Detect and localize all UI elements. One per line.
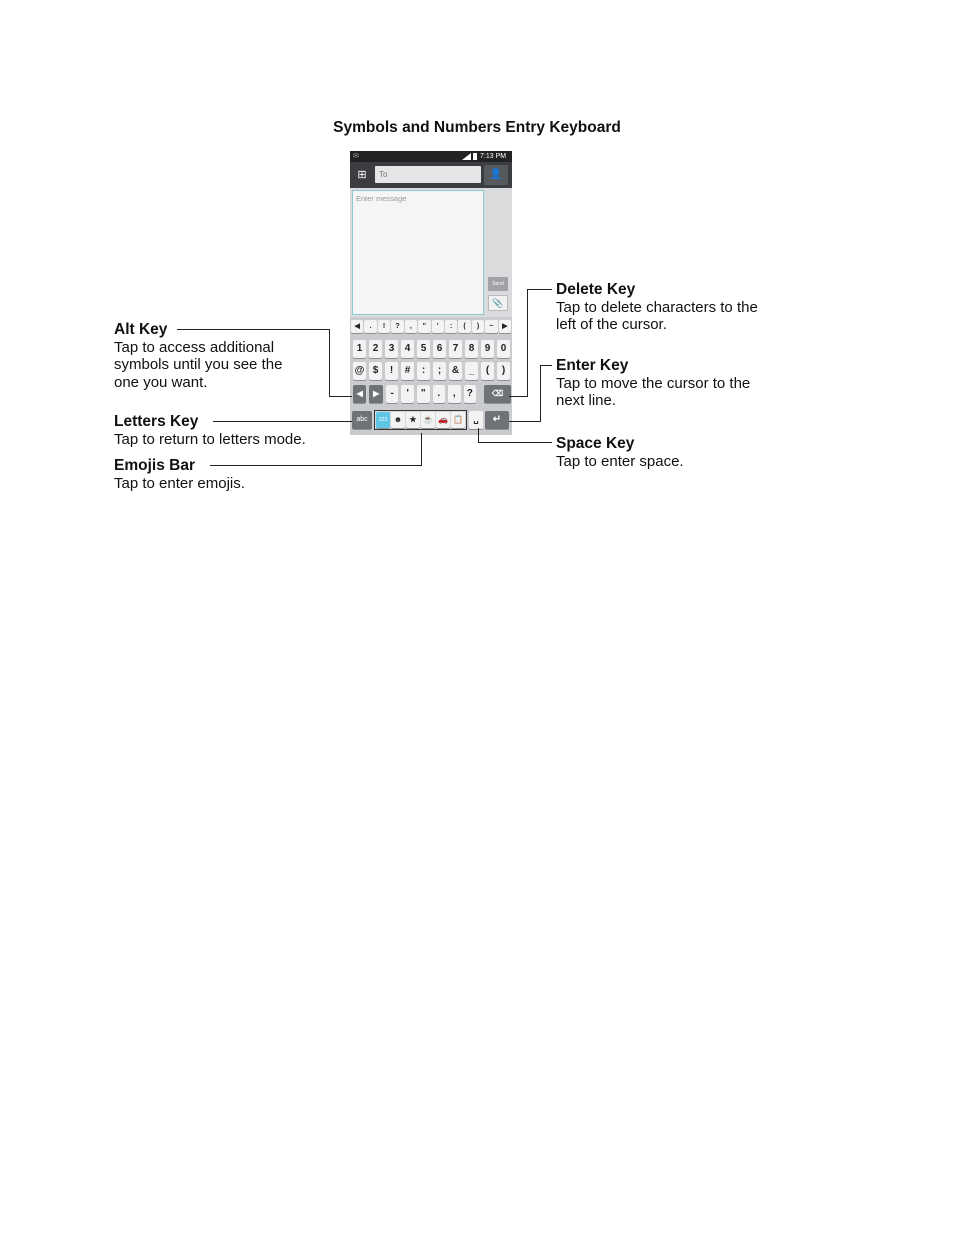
contact-icon[interactable]: 👤 bbox=[484, 165, 508, 185]
key[interactable]: ! bbox=[385, 362, 398, 380]
key[interactable]: . bbox=[433, 385, 446, 403]
alt-key-leader bbox=[329, 396, 352, 397]
alt-key-leader bbox=[177, 329, 330, 330]
key-8[interactable]: 8 bbox=[465, 340, 478, 358]
menu-grid-icon[interactable]: ⊞ bbox=[357, 169, 367, 181]
send-button[interactable]: Send bbox=[488, 277, 508, 291]
enter-key[interactable]: ↵ bbox=[485, 411, 509, 429]
alt-key-title: Alt Key bbox=[114, 321, 168, 338]
cup-icon[interactable]: ☕ bbox=[421, 412, 435, 428]
key[interactable]: ! bbox=[378, 320, 390, 333]
letters-key-callout bbox=[114, 413, 306, 448]
key[interactable]: : bbox=[445, 320, 457, 333]
key-6[interactable]: 6 bbox=[433, 340, 446, 358]
key[interactable]: & bbox=[449, 362, 462, 380]
key-2[interactable]: 2 bbox=[369, 340, 382, 358]
attach-icon[interactable]: 📎 bbox=[488, 295, 508, 311]
key[interactable]: ~ bbox=[485, 320, 497, 333]
smiley-icon[interactable]: ☻ bbox=[391, 412, 405, 428]
key-5[interactable]: 5 bbox=[417, 340, 430, 358]
keyboard bbox=[350, 317, 512, 435]
key-1[interactable]: 1 bbox=[353, 340, 366, 358]
letters-key[interactable]: abc bbox=[352, 411, 372, 429]
recipient-bar bbox=[350, 162, 512, 188]
key[interactable]: - bbox=[386, 385, 399, 403]
key[interactable]: ? bbox=[391, 320, 403, 333]
key[interactable]: ) bbox=[497, 362, 510, 380]
enter-key-leader bbox=[509, 421, 541, 422]
alt-key-callout bbox=[114, 321, 282, 391]
letters-key-leader bbox=[213, 421, 352, 422]
key[interactable]: ' bbox=[432, 320, 444, 333]
delete-key[interactable]: ⌫ bbox=[484, 385, 511, 403]
to-field[interactable]: To bbox=[375, 166, 481, 183]
number-row bbox=[350, 340, 512, 358]
key[interactable]: _ bbox=[465, 362, 478, 380]
emojis-bar-desc-line: Tap to enter emojis. bbox=[114, 474, 245, 492]
enter-key-desc-line: next line. bbox=[556, 392, 617, 409]
letters-key-desc-line: Tap to return to letters mode. bbox=[114, 430, 306, 448]
emoji-tab-numbers[interactable]: 123 bbox=[376, 412, 390, 428]
alt-left-key[interactable]: ◀ bbox=[353, 385, 366, 403]
key[interactable]: ? bbox=[464, 385, 477, 403]
punctuation-row-1 bbox=[350, 362, 512, 380]
key[interactable]: " bbox=[417, 385, 430, 403]
key[interactable]: ▶ bbox=[499, 320, 511, 333]
key[interactable]: " bbox=[418, 320, 430, 333]
space-key-leader bbox=[478, 442, 552, 443]
key[interactable]: ) bbox=[472, 320, 484, 333]
alt-key-leader bbox=[329, 329, 330, 397]
space-key-desc-line: Tap to enter space. bbox=[556, 452, 684, 470]
key-7[interactable]: 7 bbox=[449, 340, 462, 358]
space-key-callout bbox=[556, 435, 684, 470]
signal-icon bbox=[462, 153, 471, 160]
alt-key-desc-line: symbols until you see the bbox=[114, 356, 283, 373]
alt-key-desc-line: one you want. bbox=[114, 373, 208, 391]
status-bar bbox=[350, 151, 512, 162]
key[interactable]: ( bbox=[458, 320, 470, 333]
delete-key-desc-line: Tap to delete characters to the bbox=[556, 298, 758, 316]
emojis-bar bbox=[374, 410, 467, 430]
key[interactable]: # bbox=[401, 362, 414, 380]
battery-icon bbox=[473, 153, 477, 160]
key-0[interactable]: 0 bbox=[497, 340, 510, 358]
key-3[interactable]: 3 bbox=[385, 340, 398, 358]
enter-key-desc-line: Tap to move the cursor to the bbox=[556, 374, 751, 392]
car-icon[interactable]: 🚗 bbox=[436, 412, 450, 428]
star-icon[interactable]: ★ bbox=[406, 412, 420, 428]
board-icon[interactable]: 📋 bbox=[451, 412, 465, 428]
status-time: 7:13 PM bbox=[480, 153, 507, 160]
symbol-row bbox=[350, 319, 512, 333]
space-key[interactable]: ␣ bbox=[469, 411, 483, 429]
page-title: Symbols and Numbers Entry Keyboard bbox=[333, 119, 621, 136]
key[interactable]: : bbox=[417, 362, 430, 380]
notification-icon: ✉ bbox=[353, 153, 359, 160]
alt-right-key[interactable]: ▶ bbox=[369, 385, 382, 403]
punctuation-row-2 bbox=[350, 385, 512, 403]
delete-key-desc-line: left of the cursor. bbox=[556, 316, 667, 333]
delete-key-leader bbox=[509, 396, 528, 397]
space-key-leader bbox=[478, 428, 479, 443]
key[interactable]: . bbox=[364, 320, 376, 333]
delete-key-callout bbox=[556, 281, 758, 334]
delete-key-leader bbox=[527, 289, 552, 290]
key[interactable]: ; bbox=[433, 362, 446, 380]
key[interactable]: ◀ bbox=[351, 320, 363, 333]
key[interactable]: , bbox=[405, 320, 417, 333]
message-input[interactable]: Enter message bbox=[352, 190, 484, 315]
key[interactable]: $ bbox=[369, 362, 382, 380]
phone-screenshot bbox=[350, 151, 512, 435]
key[interactable]: , bbox=[448, 385, 461, 403]
letters-key-title: Letters Key bbox=[114, 413, 199, 430]
emojis-bar-title: Emojis Bar bbox=[114, 457, 195, 474]
enter-key-leader bbox=[540, 365, 552, 366]
key[interactable]: ( bbox=[481, 362, 494, 380]
emojis-bar-leader bbox=[421, 433, 422, 466]
enter-key-callout bbox=[556, 357, 750, 410]
delete-key-title: Delete Key bbox=[556, 281, 636, 298]
emojis-bar-leader bbox=[210, 465, 422, 466]
bottom-row bbox=[350, 409, 512, 431]
key-9[interactable]: 9 bbox=[481, 340, 494, 358]
delete-key-leader bbox=[527, 289, 528, 397]
key[interactable]: @ bbox=[353, 362, 366, 380]
emojis-bar-callout bbox=[114, 457, 245, 492]
enter-key-leader bbox=[540, 365, 541, 422]
alt-key-desc-line: Tap to access additional bbox=[114, 338, 275, 356]
message-area bbox=[350, 188, 512, 317]
key-4[interactable]: 4 bbox=[401, 340, 414, 358]
enter-key-title: Enter Key bbox=[556, 357, 629, 374]
key[interactable]: ' bbox=[401, 385, 414, 403]
space-key-title: Space Key bbox=[556, 435, 635, 452]
